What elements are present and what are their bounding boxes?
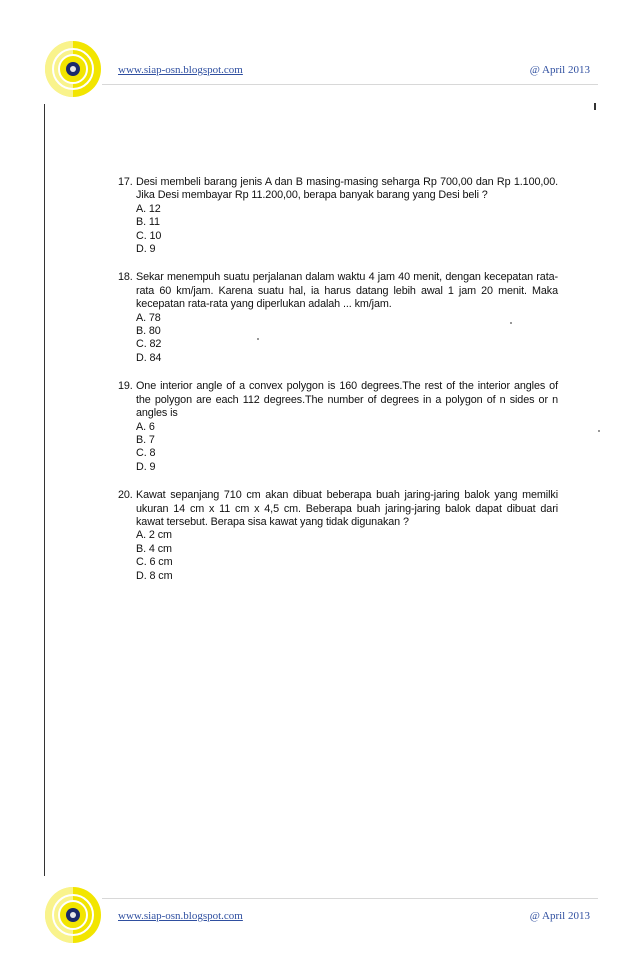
option-d: D. 9 (136, 243, 156, 256)
option-c: C. 8 (136, 447, 156, 460)
option-c: C. 82 (136, 338, 162, 351)
logo-icon (44, 40, 102, 98)
question-number: 20. (118, 489, 133, 502)
option-a: A. 12 (136, 202, 161, 215)
scan-speck (598, 430, 600, 432)
question-18 (118, 271, 558, 365)
option-b: B. 4 cm (136, 542, 172, 555)
option-a: A. 78 (136, 311, 161, 324)
option-b: B. 80 (136, 325, 161, 338)
option-c: C. 10 (136, 229, 162, 242)
question-number: 17. (118, 176, 133, 188)
exam-questions (118, 176, 558, 598)
footer-site-link[interactable]: www.siap-osn.blogspot.com (118, 910, 243, 922)
option-b: B. 7 (136, 433, 155, 446)
option-d: D. 9 (136, 460, 156, 473)
answer-options (136, 312, 558, 366)
logo-icon (44, 886, 102, 944)
option-b: B. 11 (136, 216, 160, 229)
question-20 (118, 489, 558, 583)
option-c: C. 6 cm (136, 556, 173, 569)
question-17 (118, 176, 558, 256)
question-text: Sekar menempuh suatu perjalanan dalam waktu 4 jam 40 menit, dengan kecepatan rata-rata 60 km/jam. Karena suatu hal, ia harus datang lebih awal 1 jam 20 menit. Maka kecepatan rata-rata yang diperlukan adalah ... km/jam. (136, 271, 558, 311)
scan-mark (594, 103, 596, 110)
question-text: Kawat sepanjang 710 cm akan dibuat beberapa buah jaring-jaring balok yang memilki ukuran 14 cm x 11 cm x 4,5 cm. Beberapa buah jaring-jaring balok dapat dibuat dari kawat tersebut. Berapa sisa kawat yang tidak digunakan ? (136, 489, 558, 528)
scan-edge-line (44, 104, 45, 876)
answer-options (136, 421, 558, 475)
option-d: D. 8 cm (136, 569, 173, 582)
footer-divider (102, 898, 598, 899)
answer-options (136, 529, 558, 583)
answer-options (136, 203, 558, 257)
question-number: 19. (118, 380, 133, 393)
question-text: Desi membeli barang jenis A dan B masing-masing seharga Rp 700,00 dan Rp 1.100,00. Jika Desi membayar Rp 11.200,00, berapa banyak barang yang Desi beli ? (136, 176, 558, 202)
option-a: A. 6 (136, 420, 155, 433)
header-site-link[interactable]: www.siap-osn.blogspot.com (118, 64, 243, 76)
header-divider (102, 84, 598, 85)
question-19 (118, 380, 558, 474)
header-date: @ April 2013 (529, 64, 590, 76)
option-d: D. 84 (136, 351, 162, 364)
question-text: One interior angle of a convex polygon is 160 degrees.The rest of the interior angles of the polygon are each 112 degrees.The number of degrees in a polygon of n sides or n angles is (136, 380, 558, 420)
footer-date: @ April 2013 (529, 910, 590, 922)
option-a: A. 2 cm (136, 529, 172, 542)
question-number: 18. (118, 271, 133, 284)
